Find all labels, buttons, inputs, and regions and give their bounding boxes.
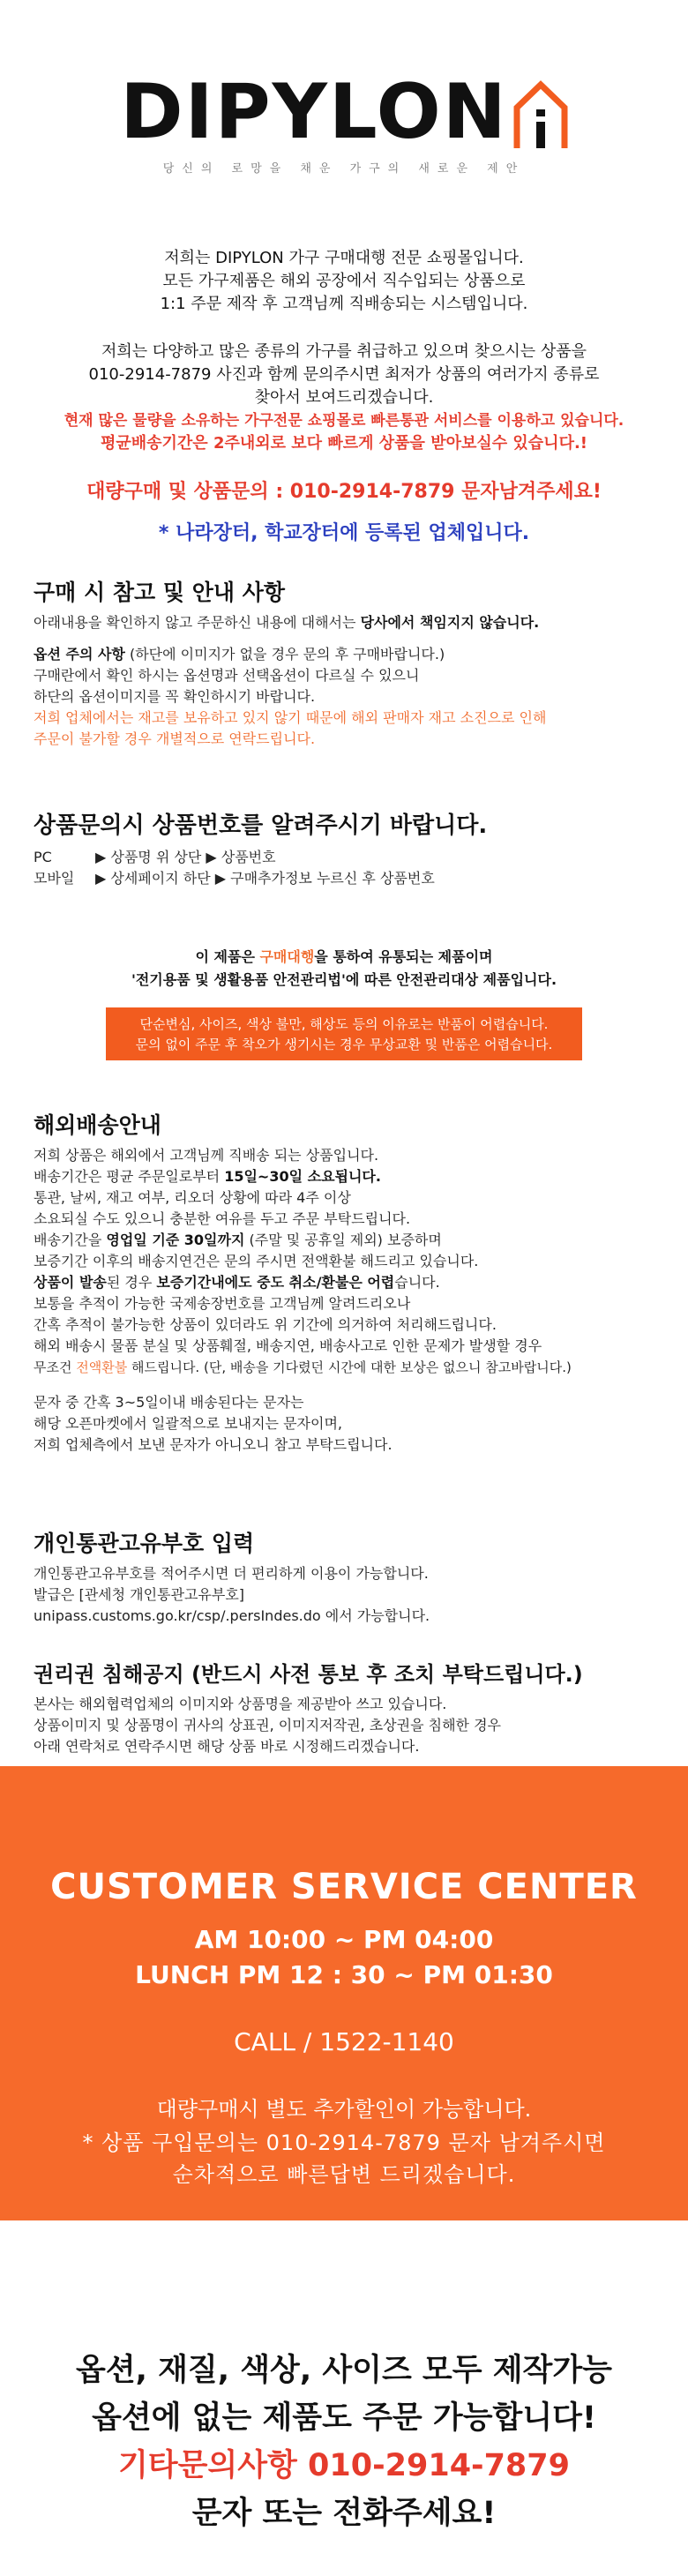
safety-line bbox=[18, 946, 670, 969]
guide-line bbox=[34, 612, 669, 633]
cs-title: CUSTOMER SERVICE CENTER bbox=[50, 1867, 638, 1907]
bottom-line: 문자 또는 전화주세요! bbox=[191, 2496, 497, 2531]
return-line: 문의 없이 주문 후 착오가 생기시는 경우 무상교환 및 반품은 어렵습니다. bbox=[135, 1037, 553, 1052]
guide-line bbox=[34, 644, 669, 665]
text: 이 제품은 bbox=[195, 948, 260, 965]
text: (하단에 이미지가 없을 경우 문의 후 구매바랍니다.) bbox=[124, 646, 445, 663]
rights-line: 상품이미지 및 상품명이 귀사의 상표권, 이미지저작권, 초상권을 침해한 경우 bbox=[34, 1717, 501, 1734]
customs-body bbox=[34, 1563, 669, 1627]
guide-line: 구매란에서 확인 하시는 옵션명과 선택옵션이 다르실 수 있으니 bbox=[34, 667, 420, 684]
return-policy-box bbox=[106, 1007, 582, 1060]
text: 습니다. bbox=[394, 1274, 440, 1291]
text-bold: 영업일 기준 30일까지 bbox=[106, 1232, 245, 1248]
return-line: 단순변심, 사이즈, 색상 불만, 해상도 등의 이유로는 반품이 어렵습니다. bbox=[139, 1016, 549, 1032]
pc-text: ▶ 상품명 위 상단 ▶ 상품번호 bbox=[95, 849, 276, 865]
customs-link[interactable]: unipass.customs.go.kr/csp/.persIndes.do 에서 가능합니다. bbox=[34, 1607, 430, 1624]
logo-wordmark: DIPYLON bbox=[120, 68, 508, 156]
intro-line: 모든 가구제품은 해외 공장에서 직수입되는 상품으로 bbox=[162, 272, 526, 290]
overseas-line bbox=[34, 1357, 669, 1378]
rights-body bbox=[34, 1694, 669, 1757]
overseas-line: 해외 배송시 물품 분실 및 상품훼절, 배송지연, 배송사고로 인한 문제가 발생할 경우 bbox=[34, 1337, 542, 1354]
intro-line: 1:1 주문 제작 후 고객님께 직배송되는 시스템입니다. bbox=[160, 295, 528, 313]
guide-line: 하단의 옵션이미지를 꼭 확인하시기 바랍니다. bbox=[34, 688, 316, 705]
text-bold: 당사에서 책임지지 않습니다. bbox=[360, 614, 540, 631]
cs-note: 순차적으로 빠른답변 드리겠습니다. bbox=[172, 2162, 516, 2187]
overseas-body bbox=[34, 1145, 669, 1456]
rights-line: 아래 연락처로 연락주시면 해당 상품 바로 시정해드리겠습니다. bbox=[34, 1738, 420, 1755]
registered-note bbox=[18, 522, 670, 545]
text-bold: 상품이 발송 bbox=[34, 1274, 107, 1291]
text-bold: 15일~30일 소요됩니다. bbox=[224, 1168, 381, 1185]
overseas-line: 저희 업체측에서 보낸 문자가 아니오니 참고 부탁드립니다. bbox=[34, 1436, 393, 1453]
rights-title: 권리권 침해공지 (반드시 사전 통보 후 조치 부탁드립니다.) bbox=[34, 1662, 583, 1687]
text: 을 통하여 유통되는 제품이며 bbox=[314, 948, 493, 965]
text-orange: 전액환불 bbox=[76, 1359, 128, 1375]
text-bold: 보증기간내에도 중도 취소/환불은 어렵 bbox=[156, 1274, 395, 1291]
bottom-line: 옵션에 없는 제품도 주문 가능합니다! bbox=[92, 2400, 596, 2436]
product-no-title: 상품문의시 상품번호를 알려주시기 바랍니다. bbox=[34, 812, 488, 839]
customs-line: 개인통관고유부호를 적어주시면 더 편리하게 이용이 가능합니다. bbox=[34, 1565, 429, 1582]
guide-body bbox=[34, 612, 669, 750]
text: (주말 및 공휴일 제외) 보증하며 bbox=[244, 1232, 442, 1248]
overseas-line bbox=[34, 1166, 669, 1187]
safety-line: '전기용품 및 생활용품 안전관리법'에 따른 안전관리대상 제품입니다. bbox=[131, 971, 557, 988]
mobile-text: ▶ 상세페이지 하단 ▶ 구매추가정보 누르신 후 상품번호 bbox=[95, 870, 435, 887]
rights-line: 본사는 해외협력업체의 이미지와 상품명을 제공받아 쓰고 있습니다. bbox=[34, 1696, 447, 1712]
overseas-line: 통관, 날씨, 재고 여부, 리오더 상황에 따라 4주 이상 bbox=[34, 1189, 351, 1206]
overseas-title: 해외배송안내 bbox=[34, 1112, 161, 1138]
text: 배송기간은 평균 주문일로부터 bbox=[34, 1168, 225, 1185]
customs-line: 발급은 [관세청 개인통관고유부호] bbox=[34, 1586, 245, 1603]
text-orange: 구매대행 bbox=[259, 948, 315, 965]
overseas-line: 간혹 추적이 불가능한 상품이 있더라도 위 기간에 의거하여 처리해드립니다. bbox=[34, 1316, 497, 1333]
guide-title: 구매 시 참고 및 안내 사항 bbox=[34, 580, 286, 605]
overseas-line bbox=[34, 1272, 669, 1293]
overseas-line: 해당 오픈마켓에서 일괄적으로 보내지는 문자이며, bbox=[34, 1415, 343, 1432]
intro-line: 찾아서 보여드리겠습니다. bbox=[254, 388, 434, 407]
intro-red-line: 평균배송기간은 2주내외로 보다 빠르게 상품을 받아보실수 있습니다.! bbox=[100, 434, 588, 453]
text: 아래내용을 확인하지 않고 주문하신 내용에 대해서는 bbox=[34, 614, 361, 631]
cs-hours: AM 10:00 ~ PM 04:00 bbox=[194, 1925, 494, 1954]
guide-line-orange: 주문이 불가할 경우 개별적으로 연락드립니다. bbox=[34, 730, 316, 747]
pc-label: PC bbox=[34, 849, 52, 865]
overseas-line: 문자 중 간혹 3~5일이내 배송된다는 문자는 bbox=[34, 1394, 304, 1411]
intro-red-line: 현재 많은 물량을 소유하는 가구전문 쇼핑몰로 빠른통관 서비스를 이용하고 있습니다. bbox=[64, 412, 624, 430]
text: 해드립니다. (단, 배송을 기다렸던 시간에 대한 보상은 없으니 참고바랍니다.) bbox=[127, 1359, 572, 1375]
overseas-line bbox=[34, 1230, 669, 1251]
bottom-line: 옵션, 재질, 색상, 사이즈 모두 제작가능 bbox=[76, 2353, 612, 2388]
overseas-line: 보통을 추적이 가능한 국제송장번호를 고객님께 알려드리오나 bbox=[34, 1295, 411, 1312]
brand-logo bbox=[0, 68, 688, 176]
guide-line-orange: 저희 업체에서는 재고를 보유하고 있지 않기 때문에 해외 판매자 재고 소진으로 인해 bbox=[34, 709, 547, 726]
bulk-contact-text: 대량구매 및 상품문의 : 010-2914-7879 문자남겨주세요! bbox=[86, 481, 602, 503]
product-no-body bbox=[34, 847, 669, 889]
text: 된 경우 bbox=[106, 1274, 157, 1291]
intro-block-2 bbox=[18, 341, 670, 409]
mobile-label: 모바일 bbox=[34, 870, 75, 887]
text: 배송기간을 bbox=[34, 1232, 107, 1248]
text: 무조건 bbox=[34, 1359, 77, 1375]
cs-note: 대량구매시 별도 추가할인이 가능합니다. bbox=[156, 2097, 532, 2122]
intro-red-block bbox=[18, 409, 670, 455]
bulk-contact bbox=[18, 481, 670, 504]
intro-block bbox=[18, 247, 670, 316]
safety-notice bbox=[18, 946, 670, 992]
customs-title: 개인통관고유부호 입력 bbox=[34, 1531, 255, 1556]
bottom-contact: 기타문의사항 010-2914-7879 bbox=[118, 2448, 570, 2483]
logo-tagline: 당신의 로망을 채운 가구의 새로운 제안 bbox=[162, 162, 526, 176]
intro-line: 저희는 DIPYLON 가구 구매대행 전문 쇼핑몰입니다. bbox=[164, 249, 524, 267]
house-icon bbox=[513, 74, 568, 150]
intro-line: 010-2914-7879 사진과 함께 문의주시면 최저가 상품의 여러가지 종류로 bbox=[88, 365, 600, 384]
overseas-line: 소요되실 수도 있으니 충분한 여유를 두고 주문 부탁드립니다. bbox=[34, 1210, 411, 1227]
cs-note: * 상품 구입문의는 010-2914-7879 문자 남겨주시면 bbox=[82, 2130, 606, 2155]
mobile-row bbox=[34, 868, 669, 889]
cs-lunch: LUNCH PM 12 : 30 ~ PM 01:30 bbox=[135, 1960, 553, 1989]
overseas-line: 저희 상품은 해외에서 고객님께 직배송 되는 상품입니다. bbox=[34, 1147, 379, 1164]
registered-text: * 나라장터, 학교장터에 등록된 업체입니다. bbox=[158, 522, 530, 544]
text-bold: 옵션 주의 사항 bbox=[34, 646, 125, 663]
intro-line: 저희는 다양하고 많은 종류의 가구를 취급하고 있으며 찾으시는 상품을 bbox=[101, 342, 587, 361]
cs-call[interactable]: CALL / 1522-1140 bbox=[234, 2027, 454, 2056]
overseas-line: 보증기간 이후의 배송지연건은 문의 주시면 전액환불 해드리고 있습니다. bbox=[34, 1253, 479, 1269]
customer-service-banner bbox=[0, 1766, 688, 2220]
pc-row bbox=[34, 847, 669, 868]
bottom-banner bbox=[0, 2220, 688, 2576]
